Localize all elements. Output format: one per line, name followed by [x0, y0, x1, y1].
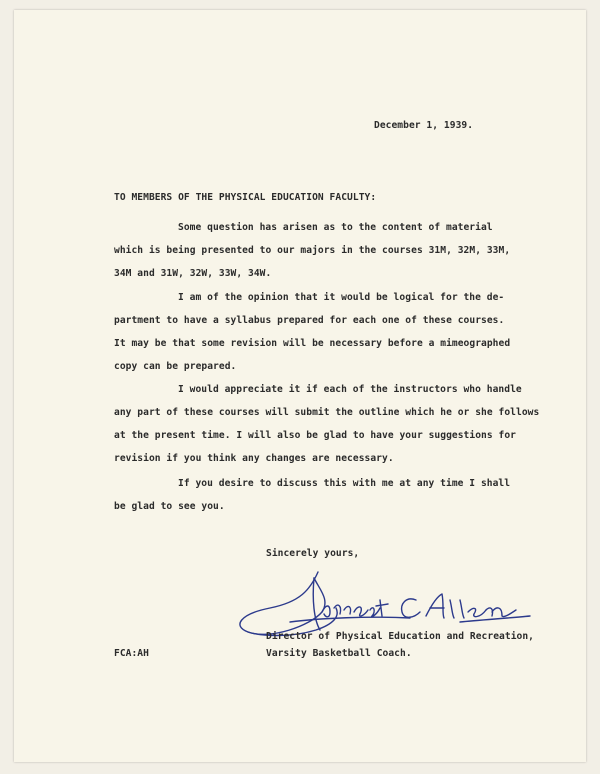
body-line: revision if you think any changes are necessary. [114, 453, 394, 464]
signer-title: Director of Physical Education and Recreation, [266, 631, 534, 642]
body-line: which is being presented to our majors in the courses 31M, 32M, 33M, [114, 245, 511, 256]
body-line: be glad to see you. [114, 501, 225, 512]
letter-date: December 1, 1939. [374, 120, 474, 131]
body-line: I am of the opinion that it would be logical for the de- [178, 292, 505, 303]
body-line: partment to have a syllabus prepared for each one of these courses. [114, 315, 505, 326]
body-line: any part of these courses will submit the outline which he or she follows [114, 407, 540, 418]
body-line: 34M and 31W, 32W, 33W, 34W. [114, 268, 272, 279]
body-line: If you desire to discuss this with me at any time I shall [178, 478, 511, 489]
body-line: I would appreciate it if each of the instructors who handle [178, 384, 522, 395]
body-line: copy can be prepared. [114, 361, 237, 372]
reference-initials: FCA:AH [114, 648, 149, 659]
body-line: It may be that some revision will be necessary before a mimeographed [114, 338, 511, 349]
body-line: Some question has arisen as to the content of material [178, 222, 493, 233]
closing: Sincerely yours, [266, 548, 360, 559]
body-line: at the present time. I will also be glad to have your suggestions for [114, 430, 516, 441]
signer-subtitle: Varsity Basketball Coach. [266, 648, 412, 659]
salutation: TO MEMBERS OF THE PHYSICAL EDUCATION FACULTY: [114, 192, 377, 203]
